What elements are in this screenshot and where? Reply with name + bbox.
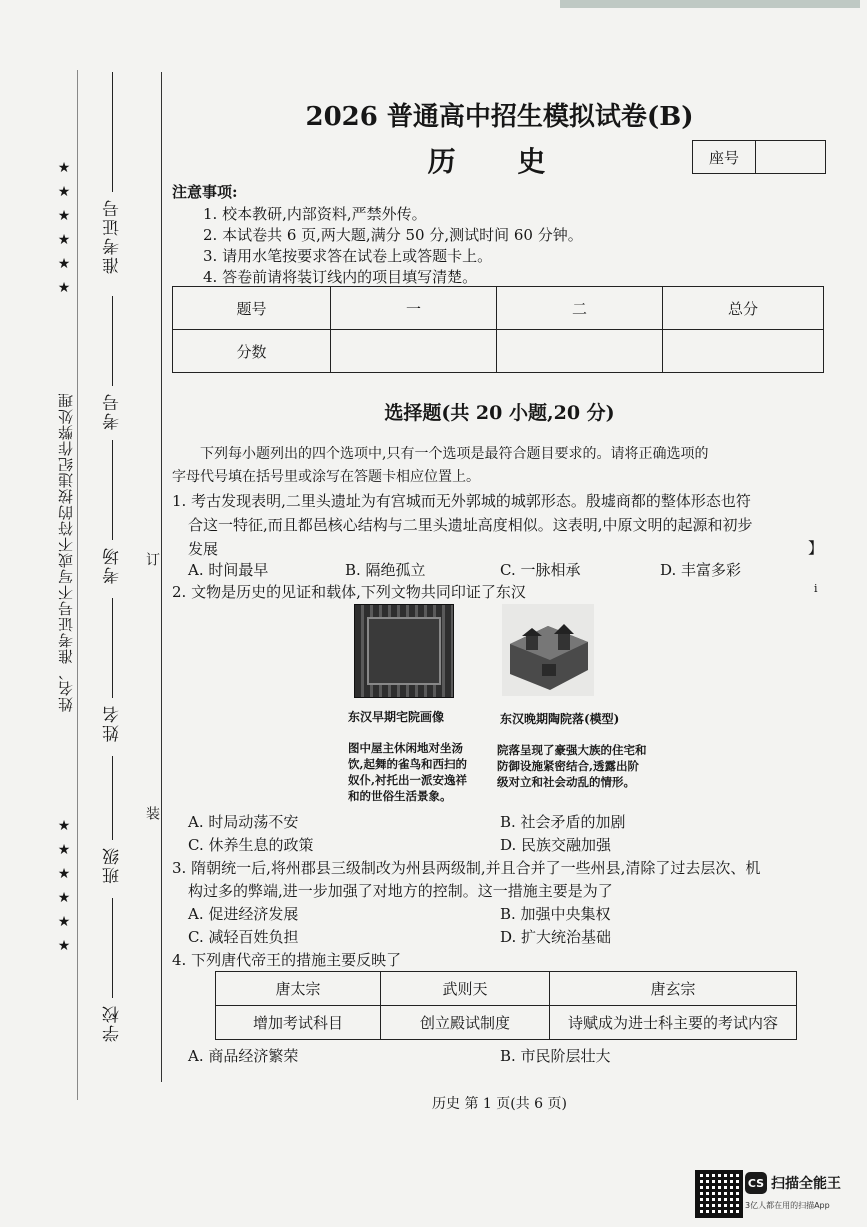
exam-no-label: 考号 — [103, 392, 123, 430]
section-intro: 字母代号填在括号里或涂写在答题卡相应位置上。 — [172, 469, 480, 485]
score-cell[interactable] — [497, 330, 663, 373]
q3-option-d[interactable]: D. 扩大统治基础 — [500, 928, 612, 946]
figure-1-caption: 东汉早期宅院画像 — [348, 710, 445, 724]
margin-mark: i — [814, 582, 818, 595]
pottery-courtyard-image — [502, 604, 594, 696]
class-label: 班级 — [103, 846, 123, 884]
exam-id-label: 准考证号 — [103, 198, 123, 274]
score-header-cell: 总分 — [663, 287, 824, 330]
seat-number-box — [692, 140, 826, 174]
q2-option-a[interactable]: A. 时局动荡不安 — [188, 813, 299, 831]
q4-option-b[interactable]: B. 市民阶层壮大 — [500, 1047, 611, 1065]
figure-1-description: 图中屋主休闲地对坐汤 饮,起舞的雀鸟和西扫的 奴仆,衬托出一派安逸祥 和的世俗生活景象。 — [348, 741, 468, 803]
notice-item: 1. 校本教研,内部资料,严禁外传。 — [203, 205, 427, 223]
stars-bottom: ★★★★★★ — [56, 818, 72, 962]
seat-number-field[interactable] — [756, 141, 825, 173]
score-header-cell: 一 — [331, 287, 497, 330]
page-footer: 历史 第 1 页(共 6 页) — [432, 1096, 567, 1112]
q1-option-a[interactable]: A. 时间最早 — [188, 561, 269, 579]
question-1-line: 1. 考古发现表明,二里头遗址为有宫城而无外郭城的城郭形态。殷墟商都的整体形态也符 — [172, 492, 751, 510]
question-1-line: 合这一特征,而且都邑核心结构与二里头遗址高度相似。这表明,中原文明的起源和初步 — [188, 516, 753, 534]
question-4-stem: 4. 下列唐代帝王的措施主要反映了 — [172, 951, 402, 969]
school-label: 学校 — [103, 1004, 123, 1042]
q4-option-a[interactable]: A. 商品经济繁荣 — [188, 1047, 299, 1065]
emperor-cell: 唐太宗 — [216, 972, 381, 1006]
q2-option-d[interactable]: D. 民族交融加强 — [500, 836, 612, 854]
question-3-line: 构过多的弊端,进一步加强了对地方的控制。这一措施主要是为了 — [188, 882, 613, 900]
cut-line — [77, 70, 78, 1100]
q1-option-b[interactable]: B. 隔绝孤立 — [345, 561, 426, 579]
subject-title: 历 史 — [427, 145, 572, 178]
emperor-cell: 唐玄宗 — [550, 972, 797, 1006]
binding-line — [161, 72, 162, 1082]
name-label: 姓名 — [103, 704, 123, 742]
score-header-cell: 二 — [497, 287, 663, 330]
notice-item: 2. 本试卷共 6 页,两大题,满分 50 分,测试时间 60 分钟。 — [203, 226, 583, 244]
relief-image — [354, 604, 454, 698]
ding-mark: 订 — [144, 552, 160, 566]
binding-warning: 姓名、准考证号不写或不符的按违纪作弊处理 — [57, 392, 75, 712]
camscanner-logo: CS — [745, 1172, 767, 1194]
q2-option-c[interactable]: C. 休养生息的政策 — [188, 836, 314, 854]
q1-option-c[interactable]: C. 一脉相承 — [500, 561, 581, 579]
q3-option-a[interactable]: A. 促进经济发展 — [188, 905, 299, 923]
zhuang-mark: 装 — [144, 806, 160, 820]
answer-bracket: 】 — [808, 539, 824, 557]
seat-label: 座号 — [693, 141, 756, 173]
room-label: 考场 — [103, 546, 123, 584]
question-1-line: 发展 — [188, 540, 219, 558]
score-cell[interactable] — [663, 330, 824, 373]
score-header-cell: 题号 — [173, 287, 331, 330]
notice-item: 4. 答卷前请将装订线内的项目填写清楚。 — [203, 268, 478, 286]
score-cell[interactable] — [331, 330, 497, 373]
emperor-table — [215, 971, 797, 1040]
notice-item: 3. 请用水笔按要求答在试卷上或答题卡上。 — [203, 247, 493, 265]
figure-2-description: 院落呈现了豪强大族的住宅和 防御设施紧密结合,透露出阶 级对立和社会动乱的情形。 — [497, 743, 647, 789]
qr-code-icon — [695, 1170, 743, 1218]
section-title: 选择题(共 20 小题,20 分) — [384, 402, 615, 424]
scan-edge — [560, 0, 860, 8]
q2-option-b[interactable]: B. 社会矛盾的加剧 — [500, 813, 626, 831]
notice-heading: 注意事项: — [172, 183, 238, 201]
score-row-label: 分数 — [173, 330, 331, 373]
q3-option-c[interactable]: C. 减轻百姓负担 — [188, 928, 299, 946]
camscanner-name: 扫描全能王 — [771, 1176, 841, 1192]
score-table — [172, 286, 824, 373]
figure-2-caption: 东汉晚期陶院落(模型) — [500, 712, 620, 726]
q3-option-b[interactable]: B. 加强中央集权 — [500, 905, 611, 923]
measure-cell: 创立殿试制度 — [381, 1006, 550, 1040]
exam-title: 2026 普通高中招生模拟试卷(B) — [305, 102, 694, 132]
camscanner-tagline: 3亿人都在用的扫描App — [745, 1201, 830, 1210]
question-3-line: 3. 隋朝统一后,将州郡县三级制改为州县两级制,并且合并了一些州县,清除了过去层次、机 — [172, 859, 761, 877]
section-intro: 下列每小题列出的四个选项中,只有一个选项是最符合题目要求的。请将正确选项的 — [200, 446, 709, 462]
measure-cell: 诗赋成为进士科主要的考试内容 — [550, 1006, 797, 1040]
binding-margin — [0, 0, 172, 1110]
question-2-stem: 2. 文物是历史的见证和载体,下列文物共同印证了东汉 — [172, 583, 526, 601]
emperor-cell: 武则天 — [381, 972, 550, 1006]
measure-cell: 增加考试科目 — [216, 1006, 381, 1040]
stars-top: ★★★★★★ — [56, 160, 72, 304]
q1-option-d[interactable]: D. 丰富多彩 — [660, 561, 742, 579]
